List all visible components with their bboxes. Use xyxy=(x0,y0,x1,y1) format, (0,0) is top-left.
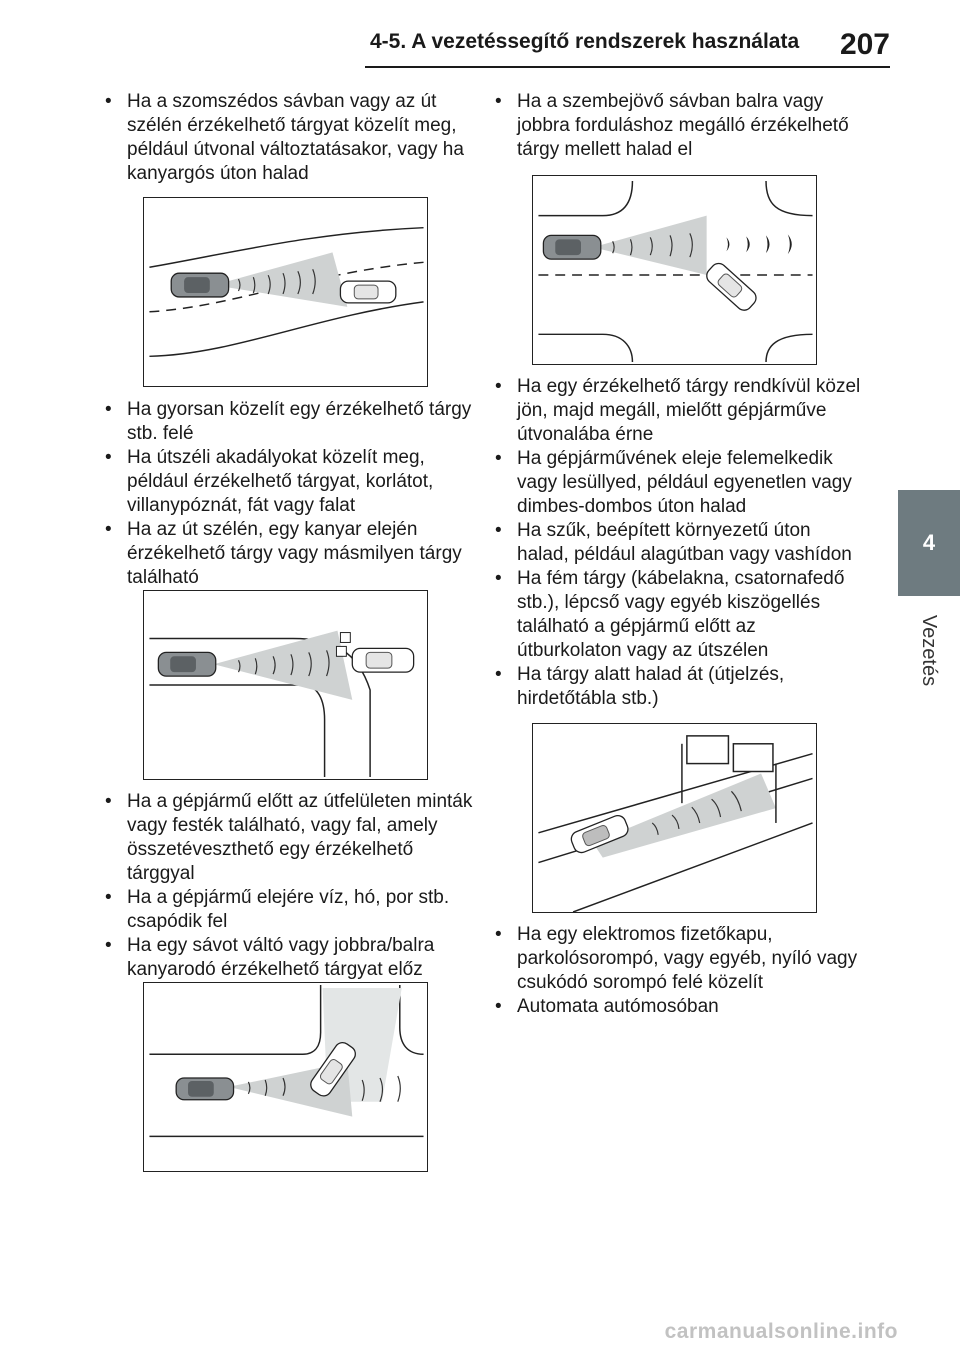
own-car-icon xyxy=(543,235,600,259)
figure-oncoming-turn xyxy=(532,175,817,365)
watermark: carmanualsonline.info xyxy=(664,1320,898,1343)
turning-vehicle-illustration xyxy=(144,983,427,1171)
target-car-icon xyxy=(352,648,413,672)
list-item: • Ha gépjárművének eleje felemelkedik vagy lesüllyed, például egyenetlen vagy dimbes-dombos úton halad xyxy=(495,447,865,519)
list-item: • Ha a gépjármű előtt az útfelületen minták vagy festék található, vagy fal, amely összetéveszthető egy érzékelhető tárggyal xyxy=(105,790,475,886)
curve-entry-illustration xyxy=(144,591,427,779)
chapter-tab[interactable] xyxy=(898,490,960,596)
figure-curve-entry xyxy=(143,590,428,780)
bullet-list-right-2 xyxy=(495,375,865,711)
list-item: • Ha egy elektromos fizetőkapu, parkolósorompó, vagy egyéb, nyíló vagy csukódó sorompó felé közelít xyxy=(495,923,865,995)
bullet-list-left-2 xyxy=(105,398,475,590)
list-item: • Ha fém tárgy (kábelakna, csatornafedő stb.), lépcső vagy egyéb kiszögellés található a gépjármű előtt az útburkolaton vagy az útszélen xyxy=(495,567,865,663)
own-car-icon xyxy=(171,273,228,297)
chapter-number: 4 xyxy=(922,530,936,555)
list-item: • Automata autómosóban xyxy=(495,995,865,1019)
chapter-label-text: Vezetés xyxy=(918,614,941,686)
figure-curved-road xyxy=(143,197,428,387)
list-item: • Ha tárgy alatt halad át (útjelzés, hirdetőtábla stb.) xyxy=(495,663,865,711)
oncoming-turn-illustration xyxy=(533,176,816,364)
list-item: • Ha a gépjármű elejére víz, hó, por stb. csapódik fel xyxy=(105,886,475,934)
page-number: 207 xyxy=(839,28,890,61)
list-item: • Ha a szembejövő sávban balra vagy jobbra forduláshoz megálló érzékelhető tárgy mellett halad el xyxy=(495,90,865,162)
bullet-list-right-1 xyxy=(495,90,865,162)
list-item: • Ha egy sávot váltó vagy jobbra/balra kanyarodó érzékelhető tárgyat előz xyxy=(105,934,475,982)
list-item: • Ha útszéli akadályokat közelít meg, például érzékelhető tárgyat, korlátot, villanypóznát, fát vagy falat xyxy=(105,446,475,518)
target-car-icon xyxy=(340,281,395,303)
own-car-icon xyxy=(176,1078,233,1100)
figure-overhead-sign xyxy=(532,723,817,913)
list-item: • Ha az út szélén, egy kanyar elején érzékelhető tárgy vagy másmilyen tárgy található xyxy=(105,518,475,590)
chapter-label xyxy=(898,610,960,690)
figure-turning-vehicle xyxy=(143,982,428,1172)
section-title: 4-5. A vezetéssegítő rendszerek használata xyxy=(370,30,800,53)
bullet-list-left-1 xyxy=(105,90,475,186)
curved-road-illustration xyxy=(144,198,427,386)
bullet-list-left-3 xyxy=(105,790,475,982)
target-car-icon xyxy=(704,260,760,313)
bullet-list-right-3 xyxy=(495,923,865,1019)
list-item: • Ha szűk, beépített környezetű úton halad, például alagútban vagy vashídon xyxy=(495,519,865,567)
list-item: • Ha gyorsan közelít egy érzékelhető tárgy stb. felé xyxy=(105,398,475,446)
overhead-sign-illustration xyxy=(533,724,816,912)
list-item: • Ha a szomszédos sávban vagy az út szélén érzékelhető tárgyat közelít meg, például útvonal változtatásakor, vagy ha kanyargós úton halad xyxy=(105,90,475,186)
list-item: • Ha egy érzékelhető tárgy rendkívül közel jön, majd megáll, mielőtt gépjárműve útvonalába érne xyxy=(495,375,865,447)
header-rule xyxy=(365,66,890,68)
own-car-icon xyxy=(158,652,215,676)
